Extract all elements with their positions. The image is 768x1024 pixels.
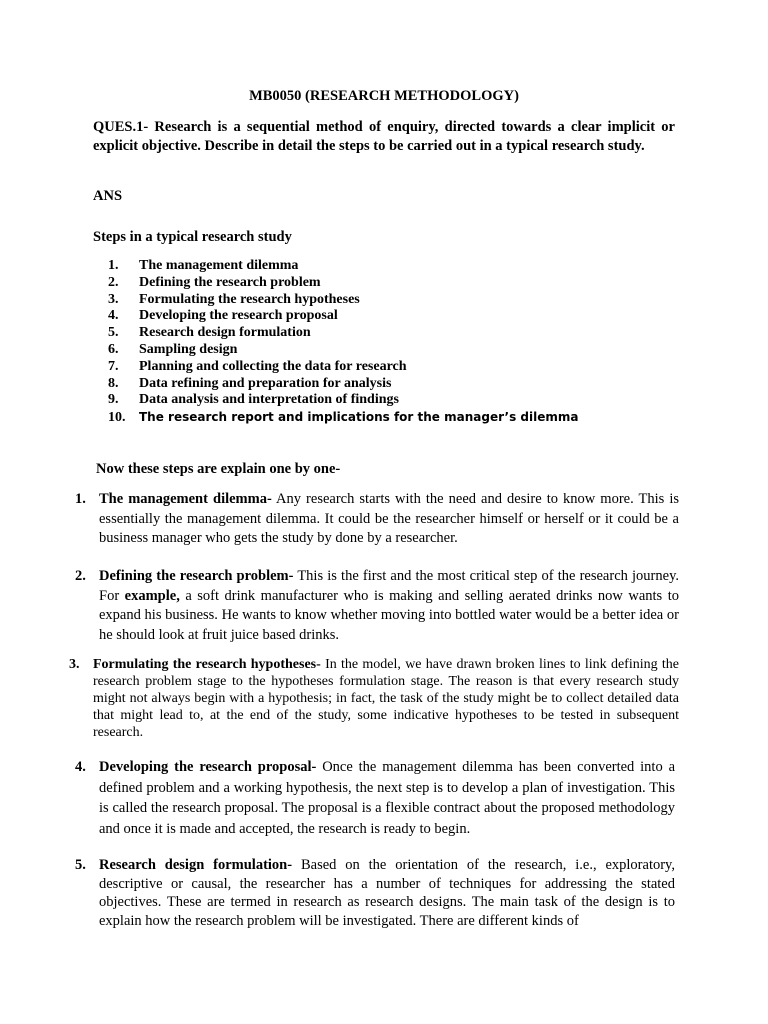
item-heading: Developing the research proposal- xyxy=(99,759,317,775)
list-item: 9. Data analysis and interpretation of findings xyxy=(108,392,399,408)
list-item: 5. Research design formulation xyxy=(108,325,311,341)
item-emphasis: example, xyxy=(124,587,180,604)
steps-heading: Steps in a typical research study xyxy=(93,229,292,245)
answer-label: ANS xyxy=(93,188,123,204)
list-item: 6. Sampling design xyxy=(108,341,238,357)
item-number: 1. xyxy=(75,491,86,507)
item-body: a soft drink manufacturer who is making and selling aerated drinks now wants to expand his business. He wants to know whether moving into bottled water would be a better idea or he should look at fruit juice based drinks. xyxy=(99,587,679,643)
question-text: QUES.1- Research is a sequential method of enquiry, directed towards a clear implicit or explicit objective. Describe in detail the steps to be carried out in a typical research study. xyxy=(93,119,675,154)
list-item: 7. Planning and collecting the data for research xyxy=(108,358,407,374)
list-item: 4. Developing the research proposal xyxy=(108,308,338,324)
list-item: 10. The research report and implications for the manager’s dilemma xyxy=(108,410,579,426)
item-heading: The management dilemma- xyxy=(99,491,272,507)
item-number: 3. xyxy=(69,657,80,672)
item-number: 4. xyxy=(75,759,86,775)
list-item: 1. The management dilemma xyxy=(108,258,299,273)
step-explanation-3 xyxy=(69,656,679,741)
item-number: 2. xyxy=(75,568,86,584)
item-heading: Research design formulation- xyxy=(99,857,293,873)
steps-list xyxy=(108,258,578,427)
item-heading: Defining the research problem- xyxy=(99,568,294,584)
step-explanation-4 xyxy=(75,757,675,839)
item-body: Once the management dilemma has been converted into a defined problem and a working hypothesis, the next step is to develop a plan of investigation. This is called the research proposal. The proposal is a flexible contract about the proposed methodology and once it is made and accepted, the research is ready to begin. xyxy=(99,759,675,837)
item-body: This is the first and the most critical step of the research journey. For xyxy=(99,568,679,604)
step-explanation-5 xyxy=(75,856,675,930)
item-number: 5. xyxy=(75,857,86,873)
item-heading: Formulating the research hypotheses- xyxy=(93,657,321,672)
list-item: 2. Defining the research problem xyxy=(108,274,321,290)
step-explanation-2 xyxy=(75,567,679,645)
step-explanation-1 xyxy=(75,490,679,549)
item-body: In the model, we have drawn broken lines to link defining the research problem stage to the hypotheses formulation stage. The reason is that every research study might not always begin with a hypothesis; in fact, the task of the study might be to collect detailed data that might lead to, at the end of the study, some indicative hypotheses to be tested in subsequent research. xyxy=(93,657,679,740)
list-item: 8. Data refining and preparation for analysis xyxy=(108,375,392,391)
list-item: 3. Formulating the research hypotheses xyxy=(108,291,360,307)
item-body: Based on the orientation of the research, i.e., exploratory, descriptive or causal, the researcher has a number of techniques for addressing the stated objectives. These are termed in research as research designs. The main task of the design is to explain how the research problem will be investigated. There are different kinds of xyxy=(99,857,675,929)
item-body: Any research starts with the need and desire to know more. This is essentially the management dilemma. It could be the researcher himself or herself or it could be a business manager who gets the study by done by a researcher. xyxy=(99,491,679,546)
steps-intro: Now these steps are explain one by one- xyxy=(96,461,341,477)
document-title: MB0050 (RESEARCH METHODOLOGY) xyxy=(249,88,519,104)
